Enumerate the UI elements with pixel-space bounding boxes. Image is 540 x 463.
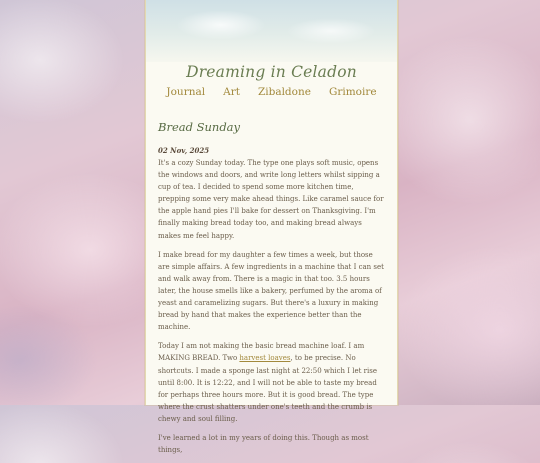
paragraph-text: , to be precise. No shortcuts. I made a sponge last night at 22:50 which I let rise until 8:00. It is 12:22, and I will not be able to taste my bread for perhaps three hours more. But it is good bread. The type where the crust shatters under one's teeth and the crumb is chewy and soul filling. <box>158 354 377 423</box>
nav-art[interactable]: Art <box>223 86 240 98</box>
sky-banner <box>146 0 397 62</box>
post-paragraph: I've learned a lot in my years of doing this. Though as most things, <box>158 433 369 455</box>
paragraph-text: Today I am not making the basic bread machine loaf. I am MAKING BREAD. Two <box>158 342 365 363</box>
blog-post <box>158 120 384 463</box>
site-title: Dreaming in Celadon <box>186 63 357 81</box>
nav-grimoire[interactable]: Grimoire <box>328 86 377 98</box>
post-paragraph: It's a cozy Sunday today. The type one plays soft music, opens the windows and doors, and write long letters whilst sipping a cup of tea. I decided to spend some more kitchen time, prepping some very make ahead things. Like caramel sauce for the apple hand pies I'll bake for dessert on Thanksgiving. I'm finally making bread today too, and making bread always makes me feel happy. <box>158 159 384 240</box>
nav-journal[interactable]: Journal <box>166 86 206 98</box>
post-paragraph: I make bread for my daughter a few times a week, but those are simple affairs. A few ingredients in a machine that I can set and walk away from. There is a magic in that too. 3.5 hours later, the house smells like a bakery, perfumed by the aroma of yeast and caramelizing sugars. But there's a luxury in making bread by hand that makes the experience better than the machine. <box>158 250 384 332</box>
nav-zibaldone[interactable]: Zibaldone <box>257 86 311 98</box>
main-nav <box>146 86 397 98</box>
post-paragraph <box>158 340 384 425</box>
post-title: Bread Sunday <box>158 120 241 134</box>
harvest-loaves-link[interactable]: harvest loaves <box>239 354 291 363</box>
content-card <box>145 0 398 455</box>
post-date: 02 Nov, 2025 <box>158 146 210 155</box>
